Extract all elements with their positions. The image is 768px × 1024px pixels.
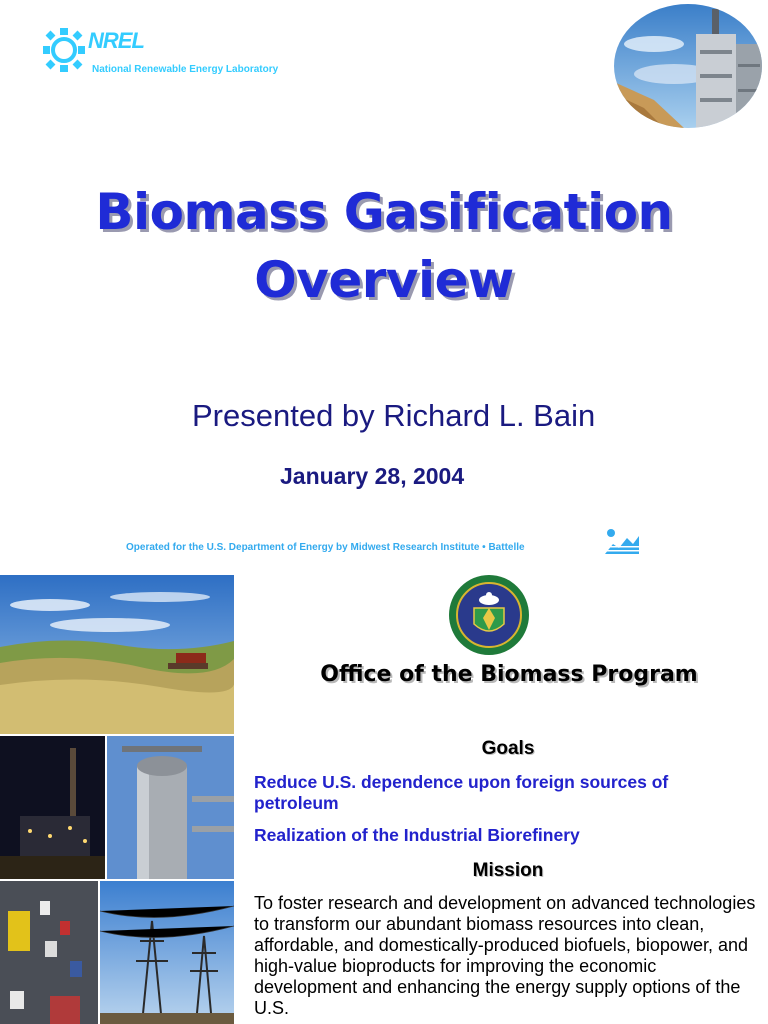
nrel-logo (42, 26, 302, 78)
mission-heading: Mission (472, 860, 544, 881)
slide-title (40, 178, 728, 314)
operated-by-text: Operated for the U.S. Department of Energy by Midwest Research Institute • Battelle (126, 542, 525, 553)
nrel-wordmark: NREL (88, 28, 144, 53)
industrial-tank-photo (107, 736, 234, 879)
nrel-subtitle: National Renewable Energy Laboratory (92, 64, 279, 75)
doe-seal-icon (448, 574, 530, 656)
night-plant-photo (0, 736, 105, 879)
doe-mountain-logo-icon (603, 528, 641, 558)
title-line-2: Overview (254, 251, 514, 309)
program-title: Office of the Biomass Program (320, 662, 698, 687)
title-line-1: Biomass Gasification (95, 183, 673, 241)
goal-item: Reduce U.S. dependence upon foreign sources of petroleum (254, 772, 669, 813)
nrel-sun-icon (42, 26, 86, 74)
mission-text: To foster research and development on advanced technologies to transform our abundant biomass resources into clean, affordable, and domestically-produced biofuels, biopower, and high-value bioproducts for improving the economic development and enhancing the energy supply options of the U.S. (254, 893, 756, 1018)
goal-item: Realization of the Industrial Biorefinery (254, 825, 580, 845)
harvest-field-photo (0, 575, 234, 734)
presenter-name: Presented by Richard L. Bain (192, 398, 596, 433)
goals-heading: Goals (481, 738, 535, 759)
power-towers-photo (100, 881, 234, 1024)
gasification-plant-photo (614, 4, 762, 128)
presentation-date: January 28, 2004 (280, 463, 465, 489)
highway-traffic-photo (0, 881, 98, 1024)
